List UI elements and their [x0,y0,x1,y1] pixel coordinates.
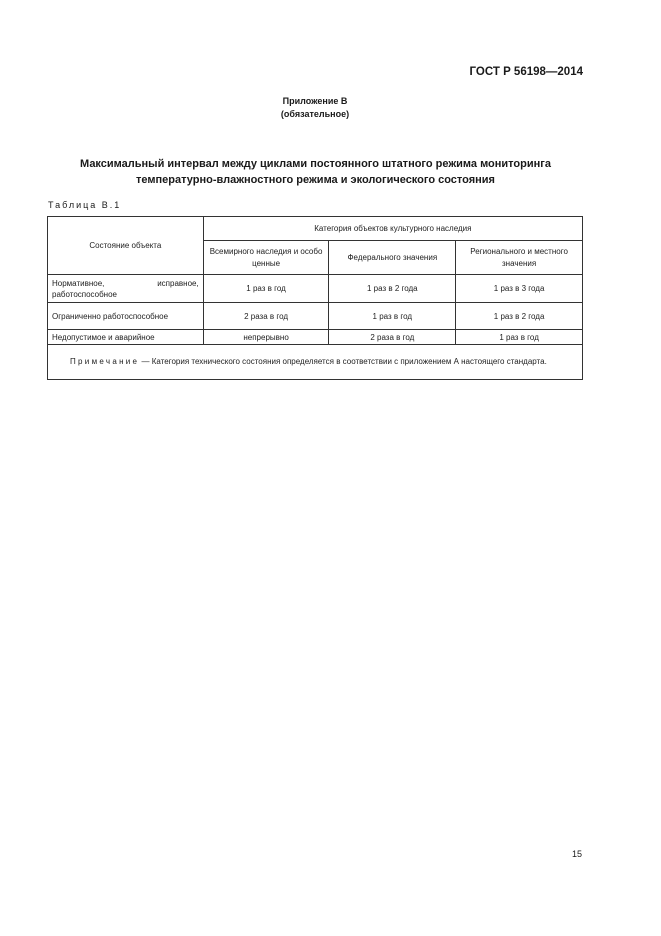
monitoring-interval-table [47,216,583,380]
table-row [48,303,583,330]
document-title-line-2: температурно-влажностного режима и экологического состояния [136,174,495,186]
table-label: Таблица В.1 [48,200,122,210]
appendix-heading [0,95,630,121]
table-row [48,275,583,303]
cell-federal: 2 раза в год [329,330,456,345]
document-title [48,156,583,188]
note-text: — Категория технического состояния определяется в соответствии с приложением А настоящего стандарта. [139,357,547,366]
column-header-regional: Регионального и местного значения [456,241,583,275]
standard-number: ГОСТ Р 56198—2014 [469,66,583,78]
appendix-status: (обязательное) [280,109,350,119]
table-row [48,330,583,345]
row-state: Нормативное, исправное, работоспособное [48,275,204,303]
cell-regional: 1 раз в 3 года [456,275,583,303]
appendix-title: Приложение В [282,96,348,106]
column-header-state: Состояние объекта [48,217,204,275]
cell-world-heritage: 1 раз в год [203,275,329,303]
row-state: Недопустимое и аварийное [48,330,204,345]
cell-federal: 1 раз в 2 года [329,275,456,303]
note-lead: Примечание [70,357,140,366]
row-state: Ограниченно работоспособное [48,303,204,330]
cell-federal: 1 раз в год [329,303,456,330]
cell-world-heritage: непрерывно [203,330,329,345]
cell-regional: 1 раз в 2 года [456,303,583,330]
table-note [48,345,583,380]
cell-world-heritage: 2 раза в год [203,303,329,330]
column-header-world-heritage: Всемирного наследия и особо ценные [203,241,329,275]
document-title-line-1: Максимальный интервал между циклами постоянного штатного режима мониторинга [80,158,551,170]
page-number: 15 [571,849,582,859]
column-group-header-category: Категория объектов культурного наследия [203,217,582,241]
column-header-federal: Федерального значения [329,241,456,275]
cell-regional: 1 раз в год [456,330,583,345]
